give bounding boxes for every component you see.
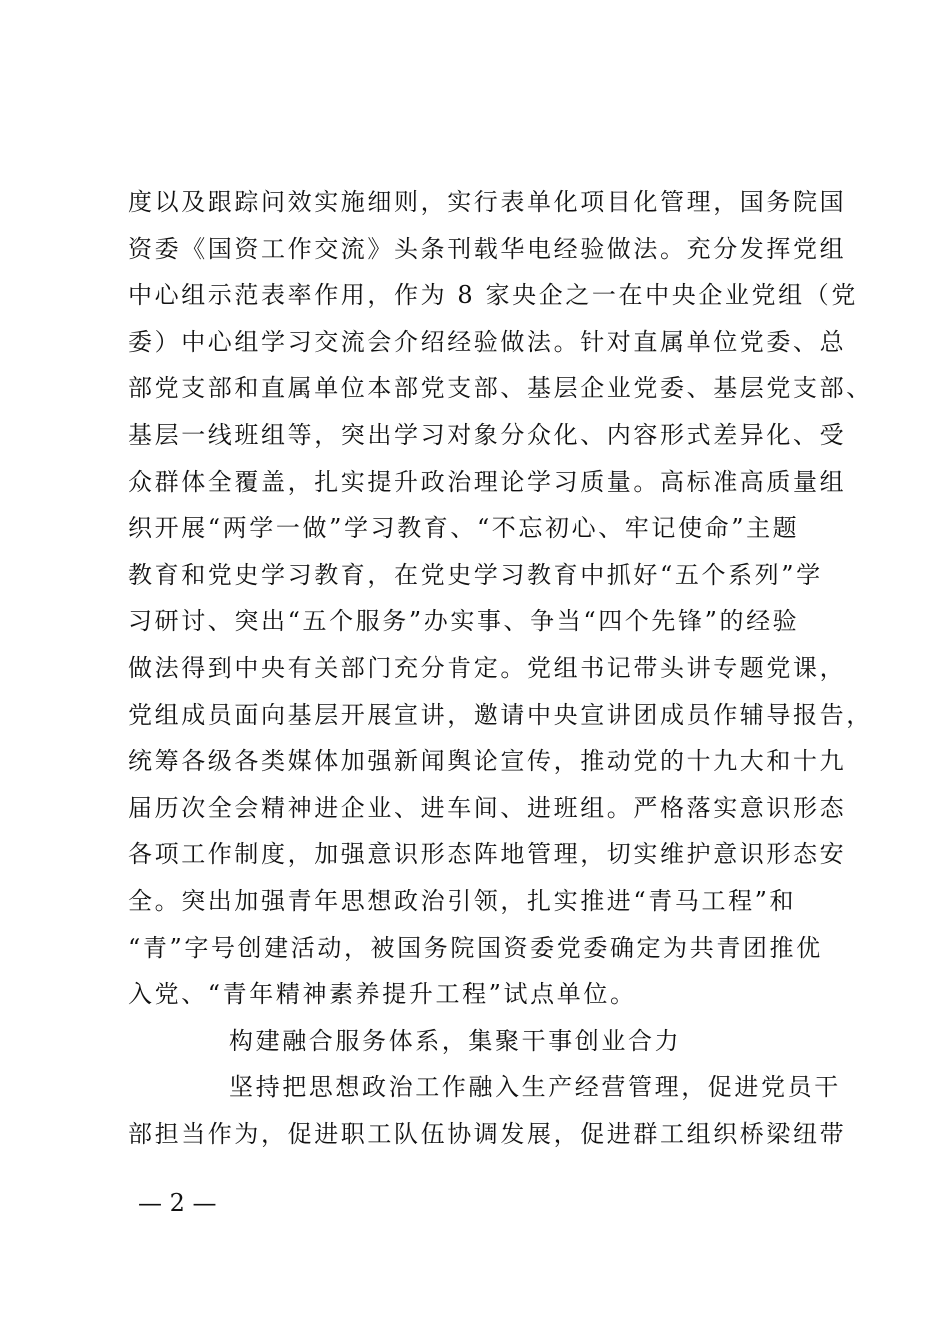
text-line: 习研讨、突出“五个服务”办实事、争当“四个先锋”的经验 xyxy=(128,607,800,636)
text-line: 教育和党史学习教育，在党史学习教育中抓好“五个系列”学 xyxy=(128,560,823,589)
page-number: — 2 — xyxy=(138,1189,217,1217)
section-heading: 构建融合服务体系，集聚干事创业合力 xyxy=(229,1026,682,1055)
text-line: 部担当作为，促进职工队伍协调发展，促进群工组织桥梁纽带 xyxy=(128,1119,847,1148)
text-line: “青”字号创建活动，被国务院国资委党委确定为共青团推优 xyxy=(128,933,823,962)
text-line: 织开展“两学一做”学习教育、“不忘初心、牢记使命”主题 xyxy=(128,514,800,543)
text-line: 坚持把思想政治工作融入生产经营管理，促进党员干 xyxy=(229,1073,841,1102)
text-line: 部党支部和直属单位本部党支部、基层企业党委、基层党支部、 xyxy=(128,374,873,403)
text-line: 届历次全会精神进企业、进车间、进班组。严格落实意识形态 xyxy=(128,793,847,822)
text-line: 入党、“青年精神素养提升工程”试点单位。 xyxy=(128,980,637,1009)
text-line: 众群体全覆盖，扎实提升政治理论学习质量。高标准高质量组 xyxy=(128,467,847,496)
text-line: 统筹各级各类媒体加强新闻舆论宣传，推动党的十九大和十九 xyxy=(128,747,847,776)
text-line: 基层一线班组等，突出学习对象分众化、内容形式差异化、受 xyxy=(128,420,847,449)
text-line: 资委《国资工作交流》头条刊载华电经验做法。充分发挥党组 xyxy=(128,234,847,263)
body-text xyxy=(128,179,873,1157)
text-line: 度以及跟踪问效实施细则，实行表单化项目化管理，国务院国 xyxy=(128,188,847,216)
text-line: 全。突出加强青年思想政治引领，扎实推进“青马工程”和 xyxy=(128,886,797,915)
text-line: 做法得到中央有关部门充分肯定。党组书记带头讲专题党课， xyxy=(128,653,847,682)
text-line: 各项工作制度，加强意识形态阵地管理，切实维护意识形态安 xyxy=(128,840,847,869)
text-line: 委）中心组学习交流会介绍经验做法。针对直属单位党委、总 xyxy=(128,327,847,356)
text-line: 党组成员面向基层开展宣讲，邀请中央宣讲团成员作辅导报告， xyxy=(128,700,873,729)
text-line: 中心组示范表率作用，作为 8 家央企之一在中央企业党组（党 xyxy=(128,281,858,310)
